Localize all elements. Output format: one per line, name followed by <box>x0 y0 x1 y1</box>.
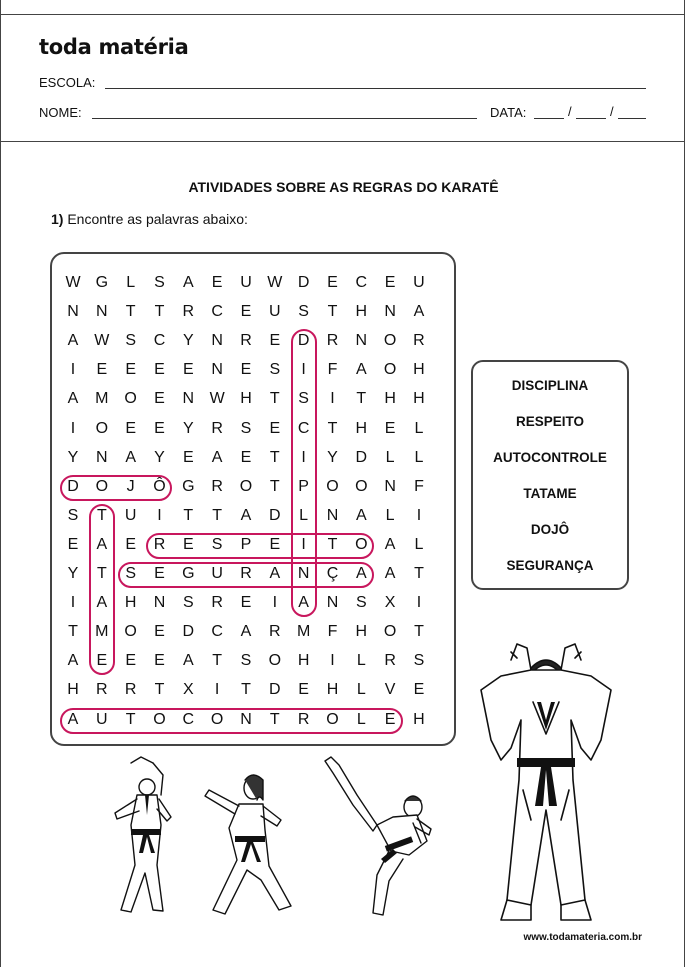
grid-letter[interactable]: H <box>413 710 425 728</box>
grid-letter[interactable]: N <box>96 303 108 321</box>
grid-letter[interactable]: X <box>182 681 194 699</box>
grid-letter[interactable]: R <box>384 652 396 670</box>
grid-letter[interactable]: E <box>154 565 165 582</box>
grid-letter[interactable]: O <box>124 623 137 641</box>
grid-letter[interactable]: N <box>67 303 79 321</box>
grid-letter[interactable]: R <box>182 303 195 321</box>
grid-letter[interactable]: T <box>414 565 424 582</box>
grid-letter[interactable]: U <box>240 274 252 291</box>
name-label: NOME: <box>39 105 82 120</box>
date-separator: / <box>568 104 572 119</box>
grid-letter[interactable]: S <box>182 594 194 612</box>
grid-letter[interactable]: G <box>182 565 195 582</box>
grid-letter[interactable]: A <box>384 565 396 582</box>
date-month-field[interactable] <box>576 118 606 119</box>
grid-letter[interactable]: E <box>384 419 396 437</box>
grid-letter[interactable]: A <box>67 652 79 670</box>
grid-letter[interactable]: S <box>269 361 281 379</box>
grid-letter[interactable]: U <box>211 565 223 582</box>
grid-letter[interactable]: R <box>326 332 339 350</box>
header-section <box>1 14 685 142</box>
grid-letter[interactable]: S <box>355 594 367 612</box>
grid-letter[interactable]: D <box>297 274 310 291</box>
grid-letter[interactable]: N <box>384 303 396 321</box>
footer-url: www.todamateria.com.br <box>523 932 642 943</box>
grid-letter[interactable]: S <box>125 332 136 350</box>
instruction-text: Encontre as palavras abaixo: <box>63 211 248 227</box>
grid-letter[interactable]: H <box>413 390 425 408</box>
grid-letter[interactable]: E <box>384 274 396 291</box>
grid-letter[interactable]: A <box>182 652 194 670</box>
grid-letter[interactable]: L <box>356 652 366 670</box>
grid-letter[interactable]: R <box>211 419 223 437</box>
grid-letter[interactable]: E <box>154 361 165 379</box>
date-day-field[interactable] <box>534 118 564 119</box>
grid-letter[interactable]: T <box>212 652 223 670</box>
grid-letter[interactable]: R <box>269 623 281 641</box>
grid-letter[interactable]: I <box>70 594 76 612</box>
grid-letter[interactable]: C <box>355 274 368 291</box>
grid-letter[interactable]: E <box>182 535 194 553</box>
grid-letter[interactable]: M <box>296 623 311 641</box>
karate-stance-large-illustration <box>471 630 621 925</box>
grid-letter[interactable]: I <box>301 361 306 379</box>
grid-letter[interactable]: A <box>211 448 223 466</box>
grid-letter[interactable]: Y <box>67 565 79 582</box>
grid-letter[interactable]: H <box>297 652 310 670</box>
grid-letter[interactable]: O <box>153 710 166 728</box>
grid-letter[interactable]: E <box>125 361 136 379</box>
grid-letter[interactable]: E <box>240 361 252 379</box>
grid-letter[interactable]: E <box>182 361 194 379</box>
grid-letter[interactable]: I <box>301 535 306 553</box>
grid-letter[interactable]: E <box>211 274 223 291</box>
grid-letter[interactable]: O <box>383 623 397 641</box>
grid-letter[interactable]: O <box>326 710 339 728</box>
grid-letter[interactable]: E <box>125 535 136 553</box>
grid-letter[interactable]: I <box>330 652 335 670</box>
grid-letter[interactable]: T <box>241 681 251 699</box>
grid-letter[interactable]: Y <box>182 332 194 350</box>
grid-letter[interactable]: I <box>416 506 422 524</box>
grid-letter[interactable]: O <box>383 332 397 350</box>
grid-letter[interactable]: E <box>269 332 281 350</box>
grid-letter[interactable]: R <box>240 565 252 582</box>
grid-letter[interactable]: T <box>327 419 338 437</box>
grid-letter[interactable]: L <box>126 274 136 291</box>
grid-letter[interactable]: T <box>212 506 223 524</box>
grid-letter[interactable]: P <box>298 477 309 495</box>
grid-letter[interactable]: C <box>182 710 195 728</box>
grid-letter[interactable]: G <box>95 274 109 291</box>
grid-letter[interactable]: E <box>240 448 252 466</box>
grid-letter[interactable]: F <box>327 361 338 379</box>
grid-letter[interactable]: T <box>125 710 136 728</box>
grid-letter[interactable]: T <box>154 681 165 699</box>
grid-letter[interactable]: I <box>157 506 162 524</box>
grid-letter[interactable]: W <box>94 332 110 350</box>
worksheet-title: ATIVIDADES SOBRE AS REGRAS DO KARATÊ <box>188 179 499 195</box>
grid-letter[interactable]: R <box>413 332 425 350</box>
grid-letter[interactable]: T <box>327 535 338 553</box>
grid-letter[interactable]: E <box>240 594 252 612</box>
grid-letter[interactable]: T <box>68 623 78 641</box>
grid-letter[interactable]: A <box>96 594 108 612</box>
grid-letter[interactable]: A <box>67 390 79 408</box>
grid-letter[interactable]: L <box>414 535 424 553</box>
grid-letter[interactable]: E <box>182 448 194 466</box>
grid-letter[interactable]: W <box>209 390 225 408</box>
grid-letter[interactable]: A <box>355 506 367 524</box>
grid-letter[interactable]: D <box>297 332 310 350</box>
name-field[interactable] <box>92 118 477 119</box>
word-list-item: RESPEITO <box>515 414 585 429</box>
grid-letter[interactable]: E <box>413 681 425 699</box>
grid-letter[interactable]: L <box>356 710 366 728</box>
grid-letter[interactable]: O <box>95 419 109 437</box>
grid-letter[interactable]: U <box>269 303 281 321</box>
grid-letter[interactable]: S <box>298 390 309 408</box>
grid-letter[interactable]: E <box>298 681 309 699</box>
instruction <box>51 211 248 227</box>
grid-letter[interactable]: E <box>67 535 79 553</box>
grid-letter[interactable]: A <box>384 535 396 553</box>
grid-letter[interactable]: O <box>124 390 137 408</box>
word-search-grid <box>50 252 456 746</box>
grid-letter[interactable]: T <box>96 506 107 524</box>
grid-letter[interactable]: H <box>413 361 425 379</box>
grid-letter[interactable]: Y <box>67 448 79 466</box>
grid-letter[interactable]: H <box>355 419 368 437</box>
grid-letter[interactable]: N <box>355 332 368 350</box>
grid-letter[interactable]: N <box>211 361 223 379</box>
grid-letter[interactable]: T <box>154 303 165 321</box>
grid-letter[interactable]: A <box>67 710 79 728</box>
grid-letter[interactable]: I <box>214 681 220 699</box>
grid-letter[interactable]: I <box>70 361 76 379</box>
grid-letter[interactable]: E <box>96 652 108 670</box>
grid-letter[interactable]: N <box>326 594 339 612</box>
grid-letter[interactable]: I <box>301 448 306 466</box>
word-list-item: SEGURANÇA <box>506 558 594 573</box>
grid-letter[interactable]: N <box>153 594 166 612</box>
grid-letter[interactable]: H <box>240 390 252 408</box>
grid-letter[interactable]: R <box>297 710 310 728</box>
grid-letter[interactable]: O <box>383 361 397 379</box>
grid-letter[interactable]: R <box>153 535 166 553</box>
grid-letter[interactable]: A <box>240 623 252 641</box>
grid-letter[interactable]: R <box>211 477 223 495</box>
grid-letter[interactable]: E <box>327 274 338 291</box>
grid-letter[interactable]: S <box>240 652 252 670</box>
grid-letter[interactable]: E <box>240 303 252 321</box>
grid-letter[interactable]: S <box>154 274 165 291</box>
grid-letter[interactable]: O <box>355 535 368 553</box>
grid-letter[interactable]: E <box>154 623 165 641</box>
grid-letter[interactable]: Y <box>182 419 194 437</box>
grid-letter[interactable]: A <box>182 274 194 291</box>
grid-letter[interactable]: A <box>125 448 136 466</box>
grid-letter[interactable]: A <box>413 303 425 321</box>
word-list-item: AUTOCONTROLE <box>493 450 607 465</box>
grid-letter[interactable]: C <box>153 332 166 350</box>
grid-letter[interactable]: H <box>384 390 396 408</box>
grid-letter[interactable]: G <box>182 477 195 495</box>
grid-letter[interactable]: A <box>355 361 367 379</box>
grid-letter[interactable]: R <box>124 681 137 699</box>
grid-letter[interactable]: U <box>124 506 137 524</box>
grid-letter[interactable]: I <box>70 419 76 437</box>
grid-letter[interactable]: E <box>96 361 108 379</box>
grid-letter[interactable]: A <box>269 565 281 582</box>
grid-letter[interactable]: O <box>268 652 282 670</box>
grid-letter[interactable]: A <box>96 535 108 553</box>
date-label: DATA: <box>490 105 527 120</box>
grid-letter[interactable]: N <box>182 390 195 408</box>
school-label: ESCOLA: <box>39 75 96 90</box>
grid-letter[interactable]: D <box>269 506 281 524</box>
grid-letter[interactable]: A <box>67 332 79 350</box>
grid-letter[interactable]: I <box>330 390 335 408</box>
karate-kick-illustration <box>317 755 439 920</box>
grid-letter[interactable]: H <box>355 623 368 641</box>
grid-letter[interactable]: T <box>327 303 338 321</box>
grid-letter[interactable]: D <box>355 448 368 466</box>
grid-letter[interactable]: T <box>269 448 280 466</box>
grid-letter[interactable]: O <box>326 477 339 495</box>
date-year-field[interactable] <box>618 118 646 119</box>
grid-letter[interactable]: H <box>355 303 368 321</box>
grid-letter[interactable]: Y <box>154 448 165 466</box>
grid-letter[interactable]: I <box>416 594 422 612</box>
grid-letter[interactable]: D <box>269 681 281 699</box>
grid-letter[interactable]: S <box>125 565 136 582</box>
grid-letter[interactable]: H <box>326 681 339 699</box>
grid-letter[interactable]: O <box>355 477 368 495</box>
grid-letter[interactable]: T <box>356 390 367 408</box>
grid-letter[interactable]: W <box>267 274 283 291</box>
question-number: 1) <box>51 211 64 227</box>
grid-letter[interactable]: N <box>326 506 339 524</box>
grid-letter[interactable]: S <box>298 303 309 321</box>
grid-letter[interactable]: F <box>414 477 424 495</box>
grid-letter[interactable]: D <box>67 477 79 495</box>
grid-letter[interactable]: N <box>96 448 108 466</box>
grid-letter[interactable]: S <box>240 419 252 437</box>
grid-letter[interactable]: T <box>96 565 107 582</box>
grid-letter[interactable]: L <box>356 681 366 699</box>
grid-letter[interactable]: C <box>297 419 310 437</box>
grid-letter[interactable]: E <box>125 419 136 437</box>
grid-letter[interactable]: E <box>154 652 165 670</box>
grid-letter[interactable]: H <box>67 681 79 699</box>
grid-letter[interactable]: Ç <box>326 565 339 582</box>
grid-letter[interactable]: Ô <box>153 477 166 495</box>
grid-letter[interactable]: R <box>211 594 223 612</box>
grid-letter[interactable]: S <box>413 652 425 670</box>
grid-letter[interactable]: T <box>125 303 136 321</box>
grid-letter[interactable]: V <box>384 681 396 699</box>
grid-letter[interactable]: Y <box>327 448 338 466</box>
karate-pose-2-illustration <box>199 770 299 920</box>
grid-letter[interactable]: T <box>183 506 194 524</box>
grid-letter[interactable]: H <box>124 594 137 612</box>
grid-letter[interactable]: R <box>240 332 252 350</box>
grid-letter[interactable]: M <box>95 390 109 408</box>
school-field[interactable] <box>105 88 646 89</box>
grid-letter[interactable]: O <box>210 710 224 728</box>
grid-letter[interactable]: N <box>297 565 310 582</box>
grid-letter[interactable]: F <box>327 623 338 641</box>
grid-letter[interactable]: N <box>211 332 223 350</box>
grid-letter[interactable]: L <box>299 506 309 524</box>
grid-letter[interactable]: E <box>125 652 136 670</box>
grid-letter[interactable]: E <box>154 390 165 408</box>
grid-letter[interactable]: U <box>413 274 425 291</box>
grid-letter[interactable]: L <box>414 419 424 437</box>
grid-letter[interactable]: N <box>384 477 396 495</box>
grid-letter[interactable]: X <box>384 594 396 612</box>
grid-letter[interactable]: D <box>182 623 195 641</box>
grid-letter[interactable]: A <box>355 565 367 582</box>
found-word-highlight <box>89 504 115 676</box>
word-list-item: DISCIPLINA <box>511 378 589 393</box>
grid-letter[interactable]: A <box>240 506 252 524</box>
grid-letter[interactable]: E <box>269 419 281 437</box>
grid-letter[interactable]: T <box>269 390 280 408</box>
word-list-item: TATAME <box>523 486 577 501</box>
grid-letter[interactable]: L <box>414 448 424 466</box>
grid-letter[interactable]: C <box>211 623 223 641</box>
date-separator: / <box>610 104 614 119</box>
grid-letter[interactable]: T <box>414 623 424 641</box>
grid-letter[interactable]: E <box>384 710 396 728</box>
grid-letter[interactable]: L <box>385 506 395 524</box>
grid-letter[interactable]: P <box>240 535 252 553</box>
grid-letter[interactable]: J <box>126 477 135 495</box>
karate-pose-1-illustration <box>101 755 181 920</box>
grid-letter[interactable]: R <box>96 681 108 699</box>
grid-letter[interactable]: L <box>385 448 395 466</box>
word-list-item: DOJÔ <box>530 522 570 537</box>
grid-letter[interactable]: M <box>95 623 109 641</box>
grid-letter[interactable]: A <box>298 594 309 612</box>
grid-letter[interactable]: N <box>240 710 252 728</box>
grid-letter[interactable]: S <box>211 535 223 553</box>
brand-logo: toda matéria <box>39 35 189 59</box>
grid-letter[interactable]: E <box>154 419 165 437</box>
grid-letter[interactable]: U <box>96 710 108 728</box>
grid-letter[interactable]: C <box>211 303 223 321</box>
grid-letter[interactable]: I <box>272 594 278 612</box>
grid-letter[interactable]: T <box>269 477 280 495</box>
grid-letter[interactable]: T <box>269 710 280 728</box>
grid-letter[interactable]: S <box>67 506 79 524</box>
grid-letter[interactable]: O <box>95 477 109 495</box>
grid-letter[interactable]: O <box>239 477 253 495</box>
grid-letter[interactable]: E <box>269 535 281 553</box>
word-list <box>471 360 629 590</box>
grid-letter[interactable]: W <box>65 274 81 291</box>
